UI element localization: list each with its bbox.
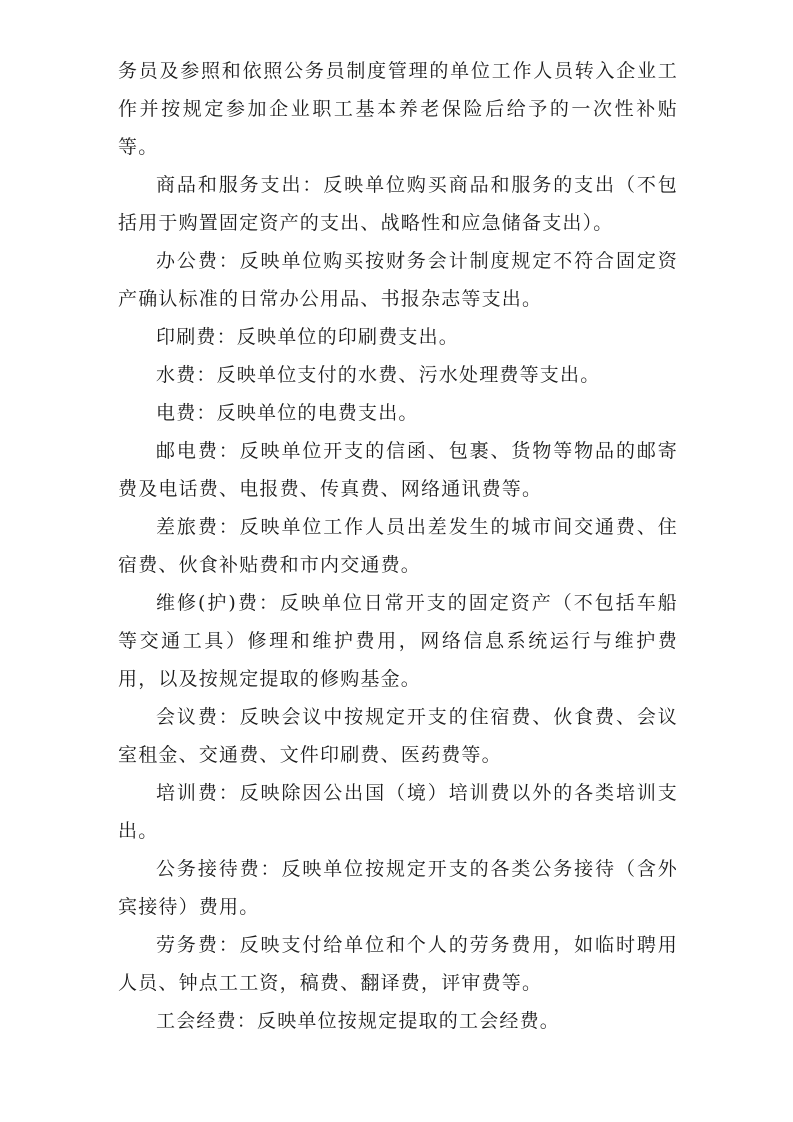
paragraph-union-fund: 工会经费：反映单位按规定提取的工会经费。	[156, 1010, 561, 1032]
paragraph-training-fee: 培训费：反映除因公出国（境）培训费以外的各类培训支出。	[118, 782, 678, 842]
paragraph-water-fee: 水费：反映单位支付的水费、污水处理费等支出。	[156, 364, 601, 386]
paragraph-reception-fee: 公务接待费：反映单位按规定开支的各类公务接待（含外宾接待）费用。	[118, 858, 678, 918]
paragraph-labor-fee: 劳务费：反映支付给单位和个人的劳务费用，如临时聘用人员、钟点工工资，稿费、翻译费，评审费等。	[118, 934, 678, 994]
paragraph-conference-fee: 会议费：反映会议中按规定开支的住宿费、伙食费、会议室租金、交通费、文件印刷费、医药费等。	[118, 706, 678, 766]
paragraph-office-expense: 办公费：反映单位购买按财务会计制度规定不符合固定资产确认标准的日常办公用品、书报杂志等支出。	[118, 250, 678, 310]
paragraph-civil-servant-subsidy: 务员及参照和依照公务员制度管理的单位工作人员转入企业工作并按规定参加企业职工基本养老保险后给予的一次性补贴等。	[118, 60, 678, 158]
paragraph-postal-telecom-fee: 邮电费：反映单位开支的信函、包裹、货物等物品的邮寄费及电话费、电报费、传真费、网络通讯费等。	[118, 440, 678, 500]
paragraph-electricity-fee: 电费：反映单位的电费支出。	[156, 402, 419, 424]
paragraph-goods-services: 商品和服务支出：反映单位购买商品和服务的支出（不包括用于购置固定资产的支出、战略性和应急储备支出）。	[118, 174, 678, 234]
paragraph-travel-expense: 差旅费：反映单位工作人员出差发生的城市间交通费、住宿费、伙食补贴费和市内交通费。	[118, 516, 678, 576]
paragraph-printing-fee: 印刷费：反映单位的印刷费支出。	[156, 326, 460, 348]
paragraph-maintenance-fee: 维修(护)费：反映单位日常开支的固定资产（不包括车船等交通工具）修理和维护费用，网络信息系统运行与维护费用，以及按规定提取的修购基金。	[118, 592, 678, 690]
document-body	[118, 52, 678, 1040]
